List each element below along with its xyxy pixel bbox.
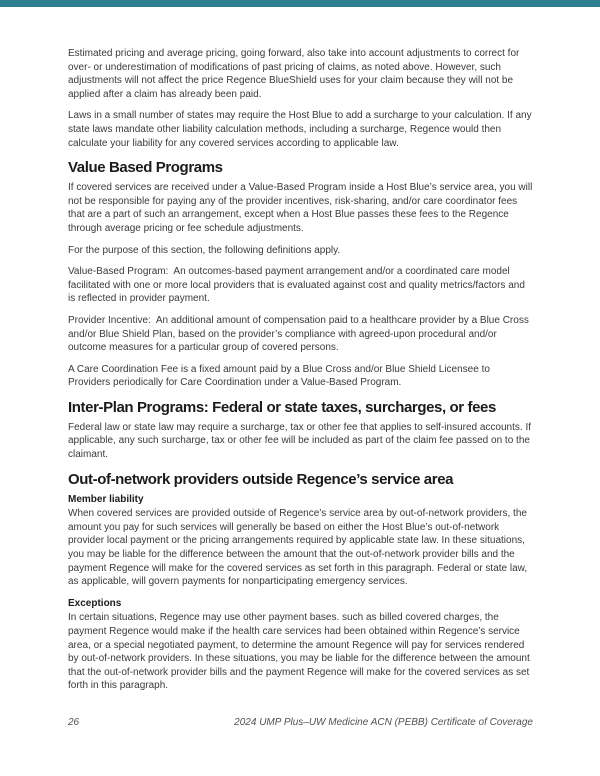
paragraph-care-coordination-fee: A Care Coordination Fee is a fixed amount paid by a Blue Cross and/or Blue Shield Licensee to Providers periodically for Care Coordination under a Value-Based Program. (68, 363, 490, 389)
page-footer (68, 717, 533, 728)
paragraph-value-based-program-definition: Value-Based Program: An outcomes-based payment arrangement and/or a coordinated care model facilitated with one or more local providers that is evaluated against cost and quality metrics/factors and is reflected in provider payment. (68, 266, 525, 305)
document-content (68, 47, 533, 701)
paragraph-state-surcharge-laws: Laws in a small number of states may require the Host Blue to add a surcharge to your calculation. If any state laws mandate other liability calculation methods, including a surcharge, Regence would then calculate your liability for any covered services according to applicable law. (68, 110, 532, 149)
paragraph-definitions-apply: For the purpose of this section, the following definitions apply. (68, 244, 341, 256)
paragraph-value-based-intro: If covered services are received under a Value-Based Program inside a Host Blue’s service area, you will not be responsible for paying any of the provider incentives, risk-sharing, and/or care coordinator fees that are a part of such an arrangement, except when a Host Blue passes these fees to the Regence through average pricing or fee schedule adjustments. (68, 182, 533, 234)
paragraph-estimated-pricing: Estimated pricing and average pricing, going forward, also take into account adjustments to correct for over- or underestimation of modifications of past pricing of claims, as noted above. However, such adjustments will not affect the price Regence BlueShield uses for your claim because they will not be applied after a claim has already been paid. (68, 48, 520, 100)
page-number: 26 (68, 717, 80, 728)
paragraph-provider-incentive-definition: Provider Incentive: An additional amount of compensation paid to a healthcare provider by a Blue Cross and/or Blue Shield Plan, based on the provider’s compliance with agreed-upon procedural and/or outcome measures for a particular group of covered persons. (68, 314, 529, 354)
paragraph-exceptions: In certain situations, Regence may use other payment bases. such as billed covered charges, the payment Regence would make if the health care services had been obtained within Regence’s service area, or a special negotiated payment, to determine the amount Regence will pay for services rendered by out-of-network providers. In these situations, you may be liable for the difference between the amount that the out-of-network provider bills and the payment Regence will make for the covered services as set forth in this paragraph. (68, 612, 530, 692)
subheading-exceptions: Exceptions (68, 597, 122, 609)
section-title-inter-plan-programs: Inter-Plan Programs: Federal or state taxes, surcharges, or fees (68, 398, 496, 416)
top-accent-bar (0, 0, 600, 7)
section-title-value-based-programs: Value Based Programs (68, 159, 223, 177)
section-title-out-of-network: Out-of-network providers outside Regence’s service area (68, 470, 454, 488)
paragraph-member-liability: When covered services are provided outside of Regence’s service area by out-of-network providers, the amount you pay for such services will generally be based on either the Host Blue’s out-of-network provider local payment or the pricing arrangements required by applicable state law. In these situations, you may be liable for the difference between the amount that the out-of-network provider bills and the payment Regence will make for the covered services as set forth in this paragraph. Federal or state law, as applicable, will govern payments for nonparticipating emergency services. (68, 508, 528, 588)
footer-doc-title: 2024 UMP Plus–UW Medicine ACN (PEBB) Certificate of Coverage (234, 717, 533, 728)
subheading-member-liability: Member liability (68, 493, 144, 505)
paragraph-federal-state-fees: Federal law or state law may require a surcharge, tax or other fee that applies to self-insured accounts. If applicable, any such surcharge, tax or other fee will be included as part of the claim fee passed on to the claimant. (68, 421, 532, 461)
